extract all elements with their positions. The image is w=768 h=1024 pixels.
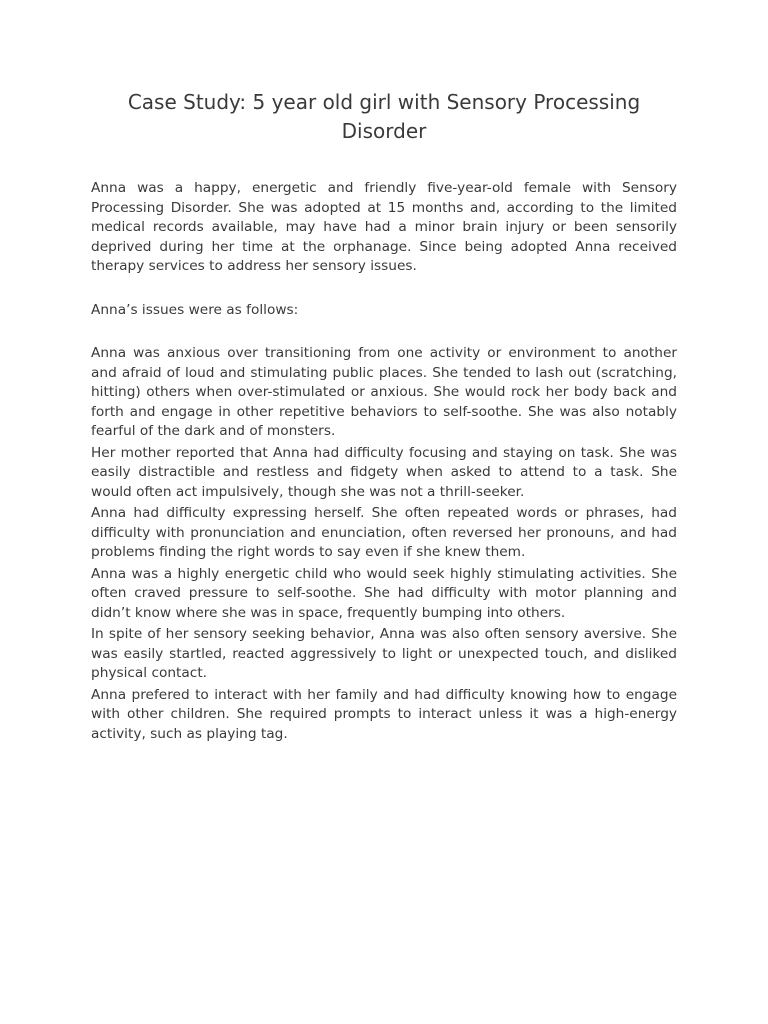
issue-paragraph-aversion: In spite of her sensory seeking behavior, Anna was also often sensory aversive. She was easily startled, reacted aggressively to light or unexpected touch, and disliked physical contact. [91, 626, 677, 681]
intro-paragraph: Anna was a happy, energetic and friendly five-year-old female with Sensory Processing Disorder. She was adopted at 15 months and, according to the limited medical records available, may have had a minor brain injury or been sensorily deprived during her time at the orphanage. Since being adopted Anna received therapy services to address her sensory issues. [91, 180, 677, 274]
document-body [91, 179, 677, 746]
issues-header: Anna’s issues were as follows: [91, 301, 299, 318]
document-title: Case Study: 5 year old girl with Sensory Processing Disorder [127, 90, 641, 143]
issue-paragraph-expression: Anna had difficulty expressing herself. She often repeated words or phrases, had difficulty with pronunciation and enunciation, often reversed her pronouns, and had problems finding the right words to say even if she knew them. [91, 505, 677, 560]
issue-paragraph-social: Anna prefered to interact with her family and had difficulty knowing how to engage with other children. She required prompts to interact unless it was a high-energy activity, such as playing tag. [91, 686, 677, 742]
issue-paragraph-energy: Anna was a highly energetic child who would seek highly stimulating activities. She often craved pressure to self-soothe. She had difficulty with motor planning and didn’t know where she was in space, frequently bumping into others. [91, 565, 677, 621]
issue-paragraph-focus: Her mother reported that Anna had difficulty focusing and staying on task. She was easily distractible and restless and fidgety when asked to attend to a task. She would often act impulsively, though she was not a thrill-seeker. [91, 444, 677, 500]
issue-paragraph-anxiety: Anna was anxious over transitioning from one activity or environment to another and afraid of loud and stimulating public places. She tended to lash out (scratching, hitting) others when over-stimulated or anxious. She would rock her body back and forth and engage in other repetitive behaviors to self-soothe. She was also notably fearful of the dark and of monsters. [91, 345, 677, 439]
